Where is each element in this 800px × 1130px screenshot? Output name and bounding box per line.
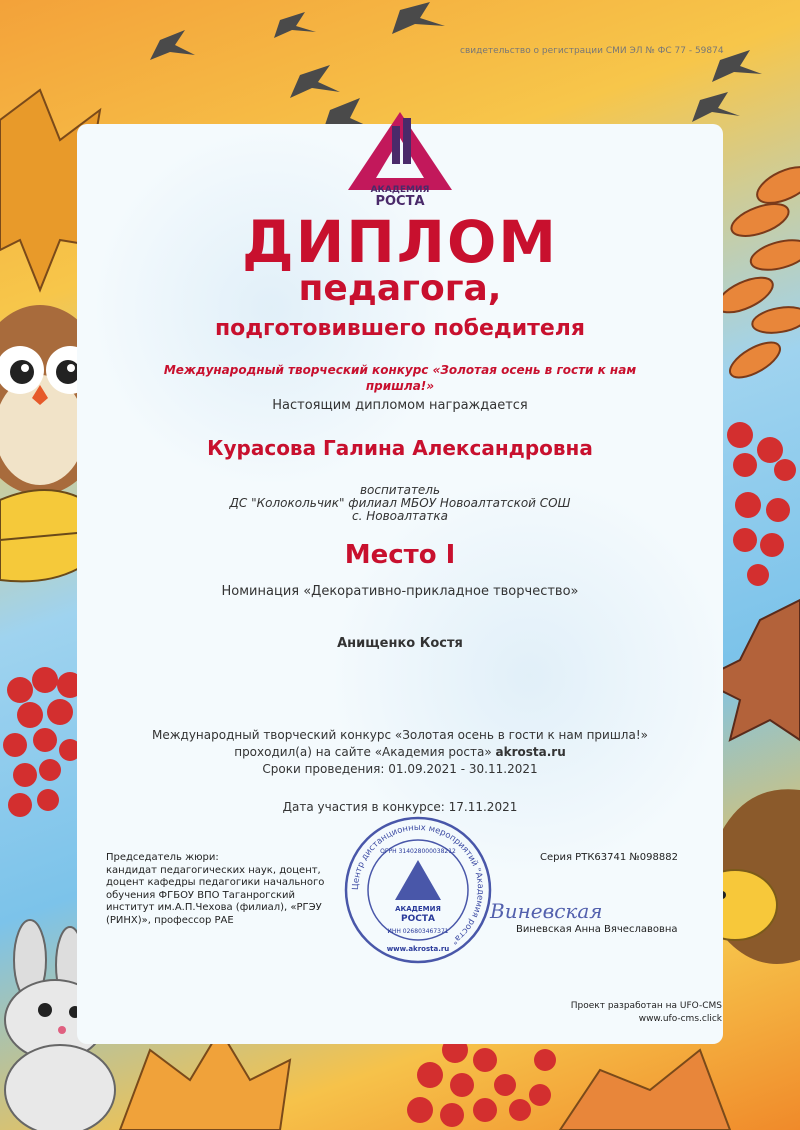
svg-text:Виневская: Виневская — [490, 899, 603, 923]
series-number: Серия РТК63741 №098882 — [540, 852, 678, 863]
awarded-text: Настоящим дипломом награждается — [272, 398, 528, 413]
svg-text:АКАДЕМИЯ: АКАДЕМИЯ — [395, 905, 441, 913]
svg-text:АКАДЕМИЯ: АКАДЕМИЯ — [370, 185, 430, 195]
recipient-name: Курасова Галина Александровна — [207, 436, 593, 460]
jury-line: институт им.А.П.Чехова (филиал), «РГЭУ — [106, 902, 322, 913]
diploma-subtitle-1: педагога, — [298, 268, 502, 309]
place-award: Место I — [344, 540, 456, 570]
position-organization: ДС "Колокольчик" филиал МБОУ Новоалтатской СОШ — [229, 496, 571, 510]
project-credit — [530, 1000, 722, 1026]
jury-line: (РИНХ)», профессор РАЕ — [106, 914, 234, 926]
project-line: Проект разработан на UFO-CMS — [570, 1001, 722, 1011]
info-line-3: Сроки проведения: 01.09.2021 - 30.11.2021 — [262, 762, 538, 776]
academy-logo-icon — [340, 108, 460, 208]
diploma-title: ДИПЛОМ — [242, 208, 558, 276]
svg-text:РОСТА: РОСТА — [375, 194, 425, 208]
svg-text:РОСТА: РОСТА — [401, 914, 435, 924]
jury-title: Председатель жюри: — [106, 852, 219, 863]
signer-name: Виневская Анна Вячеславовна — [516, 924, 678, 935]
diploma-subtitle-2: подготовившего победителя — [214, 316, 586, 341]
svg-text:www.akrosta.ru: www.akrosta.ru — [386, 945, 450, 953]
bottom-berries-icon — [407, 1037, 556, 1127]
participation-date: Дата участия в конкурсе: 17.11.2021 — [282, 800, 518, 814]
contest-info — [0, 727, 800, 778]
position-role: воспитатель — [359, 483, 441, 497]
contest-name: Международный творческий конкурс «Золотая осень в гости к нам пришла!» — [163, 363, 637, 393]
jury-line: обучения ФГБОУ ВПО Таганрогский — [106, 889, 296, 901]
svg-text:ОГРН 314028000038212: ОГРН 314028000038212 — [380, 848, 456, 855]
svg-text:Центр дистанционных мероприяти: Центр дистанционных мероприятий "Академия роста" — [350, 822, 486, 946]
info-line-1: Международный творческий конкурс «Золотая осень в гости к нам пришла!» — [151, 728, 648, 742]
student-name: Анищенко Костя — [337, 636, 463, 651]
position-place: с. Новоалтатка — [352, 509, 448, 523]
recipient-position — [0, 484, 800, 523]
jury-block — [106, 852, 356, 927]
registration-text: свидетельство о регистрации СМИ ЭЛ № ФС 77 - 59874 — [460, 46, 724, 56]
svg-text:ИНН 026803467371: ИНН 026803467371 — [387, 928, 449, 935]
project-link[interactable]: www.ufo-cms.click — [638, 1014, 722, 1024]
nomination: Номинация «Декоративно-прикладное творчество» — [221, 584, 579, 599]
site-link[interactable]: akrosta.ru — [495, 745, 566, 759]
jury-line: кандидат педагогических наук, доцент, — [106, 864, 321, 876]
jury-line: доцент кафедры педагогики начального — [106, 877, 325, 888]
info-line-2: проходил(а) на сайте «Академия роста» akrosta.ru — [234, 745, 566, 759]
